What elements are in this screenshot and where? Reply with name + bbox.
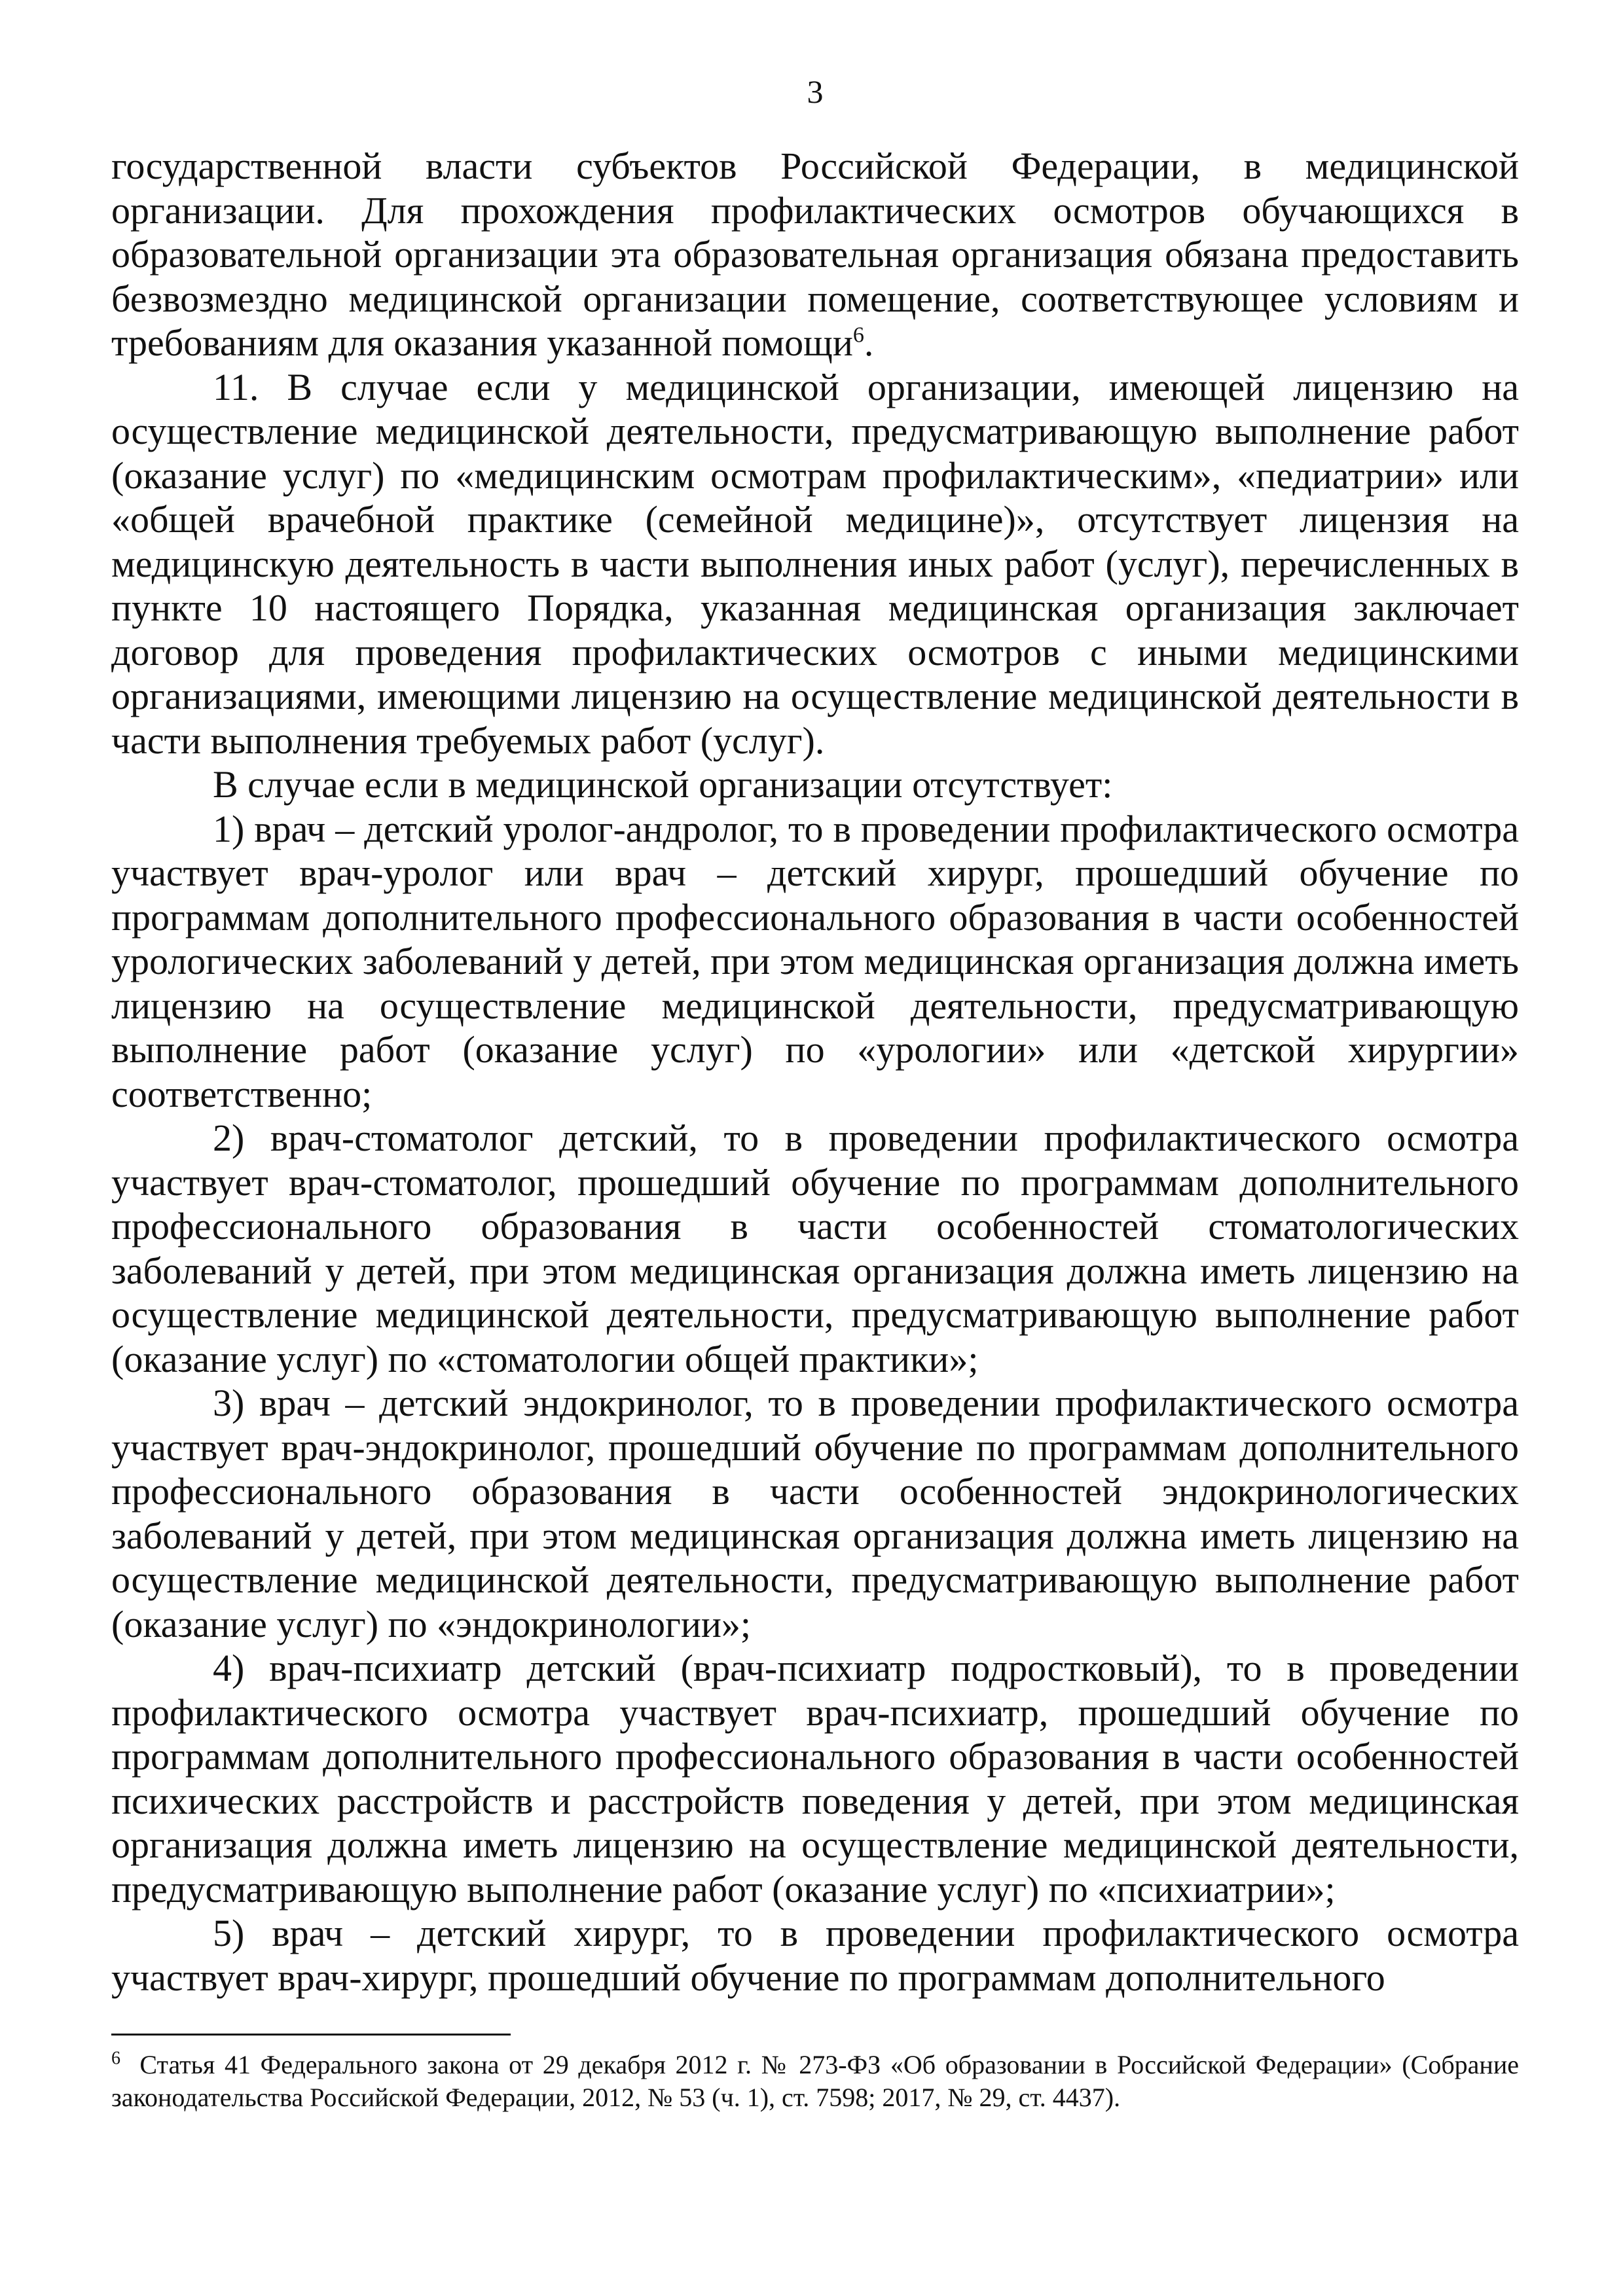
- list-item-4: 4) врач-психиатр детский (врач-психиатр подростковый), то в проведении профилактического осмотра участвует врач-психиатр, прошедший обучение по программам дополнительного профессионального образования в части особенностей психических расстройств и расстройств поведения у детей, при этом медицинская организация должна иметь лицензию на осуществление медицинской деятельности, предусматривающую выполнение работ (оказание услуг) по «психиатрии»;: [111, 1647, 1519, 1910]
- paragraph-tail: .: [864, 321, 874, 364]
- footnote-marker: 6: [111, 2048, 120, 2069]
- list-item-1: 1) врач – детский уролог-андролог, то в проведении профилактического осмотра участвует врач-уролог или врач – детский хирург, прошедший обучение по программам дополнительного профессионального образования в части особенностей урологических заболеваний у детей, при этом медицинская организация должна иметь лицензию на осуществление медицинской деятельности, предусматривающую выполнение работ (оказание услуг) по «урологии» или «детской хирургии» соответственно;: [111, 807, 1519, 1115]
- document-page: [111, 72, 1519, 2114]
- list-item-3: 3) врач – детский эндокринолог, то в проведении профилактического осмотра участвует врач-эндокринолог, прошедший обучение по программам дополнительного профессионального образования в части особенностей эндокринологических заболеваний у детей, при этом медицинская организация должна иметь лицензию на осуществление медицинской деятельности, предусматривающую выполнение работ (оказание услуг) по «эндокринологии»;: [111, 1382, 1519, 1645]
- paragraph-text: государственной власти субъектов Российской Федерации, в медицинской организации. Для прохождения профилактических осмотров обучающихся в образовательной организации эта образовательная организация обязана предоставить безвозмездно медицинской организации помещение, соответствующее условиям и требованиям для оказания указанной помощи: [111, 145, 1519, 364]
- paragraph-item-11: 11. В случае если у медицинской организации, имеющей лицензию на осуществление медицинской деятельности, предусматривающую выполнение работ (оказание услуг) по «медицинским осмотрам профилактическим», «педиатрии» или «общей врачебной практике (семейной медицине)», отсутствует лицензия на медицинскую деятельность в части выполнения иных работ (услуг), перечисленных в пункте 10 настоящего Порядка, указанная медицинская организация заключает договор для проведения профилактических осмотров с иными медицинскими организациями, имеющими лицензию на осуществление медицинской деятельности в части выполнения требуемых работ (услуг).: [111, 365, 1519, 762]
- footnote-text: Статья 41 Федерального закона от 29 декабря 2012 г. № 273-ФЗ «Об образовании в Российской Федерации» (Собрание законодательства Российской Федерации, 2012, № 53 (ч. 1), ст. 7598; 2017, № 29, ст. 4437).: [111, 2050, 1519, 2112]
- footnote: [111, 2049, 1519, 2114]
- list-item-5: 5) врач – детский хирург, то в проведении профилактического осмотра участвует врач-хирург, прошедший обучение по программам дополнительного: [111, 1912, 1519, 1999]
- page-number: 3: [807, 73, 824, 110]
- footnote-reference[interactable]: 6: [852, 323, 864, 348]
- paragraph-continuation: [111, 144, 1519, 365]
- body-text: [111, 144, 1519, 2000]
- list-item-2: 2) врач-стоматолог детский, то в проведении профилактического осмотра участвует врач-стоматолог, прошедший обучение по программам дополнительного профессионального образования в части особенностей стоматологических заболеваний у детей, при этом медицинская организация должна иметь лицензию на осуществление медицинской деятельности, предусматривающую выполнение работ (оказание услуг) по «стоматологии общей практики»;: [111, 1117, 1519, 1380]
- footnote-divider: [111, 2034, 511, 2036]
- paragraph-intro-list: В случае если в медицинской организации отсутствует:: [213, 763, 1113, 806]
